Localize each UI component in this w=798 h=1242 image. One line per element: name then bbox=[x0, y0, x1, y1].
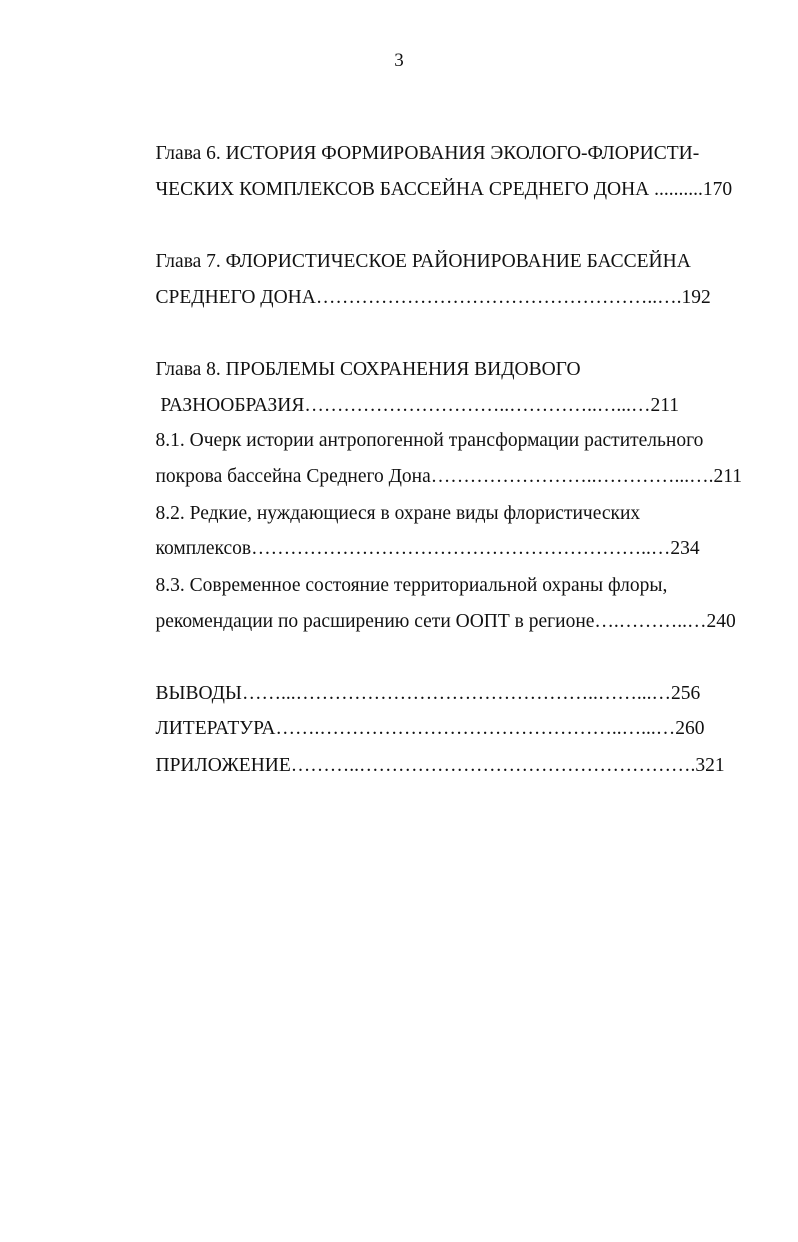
toc-appendix-page: 321 bbox=[695, 755, 725, 776]
toc-s8-1-title-part1: 8.1. Очерк истории антропогенной трансформации растительного bbox=[155, 430, 704, 451]
toc-ch7-leader-dots: ……………………………………………..…. bbox=[315, 287, 682, 308]
toc-ch6-leader-dots: .......... bbox=[654, 179, 703, 200]
toc-s8-1-leader-dots: ……………………..…………...…. bbox=[430, 466, 714, 487]
toc-ch7-title-part2: СРЕДНЕГО ДОНА bbox=[155, 287, 316, 308]
page-number: 3 bbox=[394, 50, 404, 71]
toc-s8-3-leader-dots: ….………..… bbox=[594, 611, 707, 632]
toc-literature-leader-dots: …….………………………………………..…...… bbox=[275, 718, 676, 739]
toc-s8-2-title-part1: 8.2. Редкие, нуждающиеся в охране виды флористических bbox=[155, 503, 641, 524]
toc-s8-3-page: 240 bbox=[706, 611, 736, 632]
toc-ch6-line2 bbox=[136, 154, 732, 226]
toc-ch8-title-part2: РАЗНООБРАЗИЯ bbox=[155, 395, 305, 416]
toc-ch8-title-part1: Глава 8. ПРОБЛЕМЫ СОХРАНЕНИЯ ВИДОВОГО bbox=[155, 359, 581, 380]
toc-ch6-title-part1: Глава 6. ИСТОРИЯ ФОРМИРОВАНИЯ ЭКОЛОГО-ФЛОРИСТИ- bbox=[155, 143, 700, 164]
toc-s8-2-leader-dots: ……………………………………………………..… bbox=[251, 538, 671, 559]
toc-appendix-leader-dots: ………..……………………………………………. bbox=[290, 755, 696, 776]
toc-ch8-page: 211 bbox=[650, 395, 679, 416]
toc-s8-2-page: 234 bbox=[670, 538, 700, 559]
toc-s8-2-title-part2: комплексов bbox=[155, 538, 252, 559]
toc-ch7-line2 bbox=[136, 262, 711, 334]
toc-conclusions-label: ВЫВОДЫ bbox=[155, 683, 242, 704]
toc-ch6-title-part2: ЧЕСКИХ КОМПЛЕКСОВ БАССЕЙНА СРЕДНЕГО ДОНА bbox=[155, 179, 655, 200]
toc-ch7-title-part1: Глава 7. ФЛОРИСТИЧЕСКОЕ РАЙОНИРОВАНИЕ БАССЕЙНА bbox=[155, 251, 691, 272]
toc-s8-1-page: 211 bbox=[713, 466, 743, 487]
toc-appendix bbox=[136, 730, 725, 802]
toc-literature-label: ЛИТЕРАТУРА bbox=[155, 718, 276, 739]
toc-s8-3-title-part1: 8.3. Современное состояние территориальной охраны флоры, bbox=[155, 575, 668, 596]
toc-ch8-leader-dots: …………………………..…………..…...… bbox=[304, 395, 651, 416]
toc-ch6-page: 170 bbox=[702, 179, 733, 200]
toc-s8-3-line2 bbox=[136, 586, 736, 658]
toc-s8-3-title-part2: рекомендации по расширению сети ООПТ в регионе bbox=[155, 611, 595, 632]
toc-s8-1-title-part2: покрова бассейна Среднего Дона bbox=[155, 466, 431, 487]
toc-appendix-label: ПРИЛОЖЕНИЕ bbox=[155, 755, 291, 776]
toc-literature-page: 260 bbox=[675, 718, 705, 739]
toc-conclusions-leader-dots: ……...………………………………………..……...… bbox=[241, 683, 671, 704]
toc-conclusions-page: 256 bbox=[670, 683, 701, 704]
toc-ch7-page: 192 bbox=[681, 287, 711, 308]
